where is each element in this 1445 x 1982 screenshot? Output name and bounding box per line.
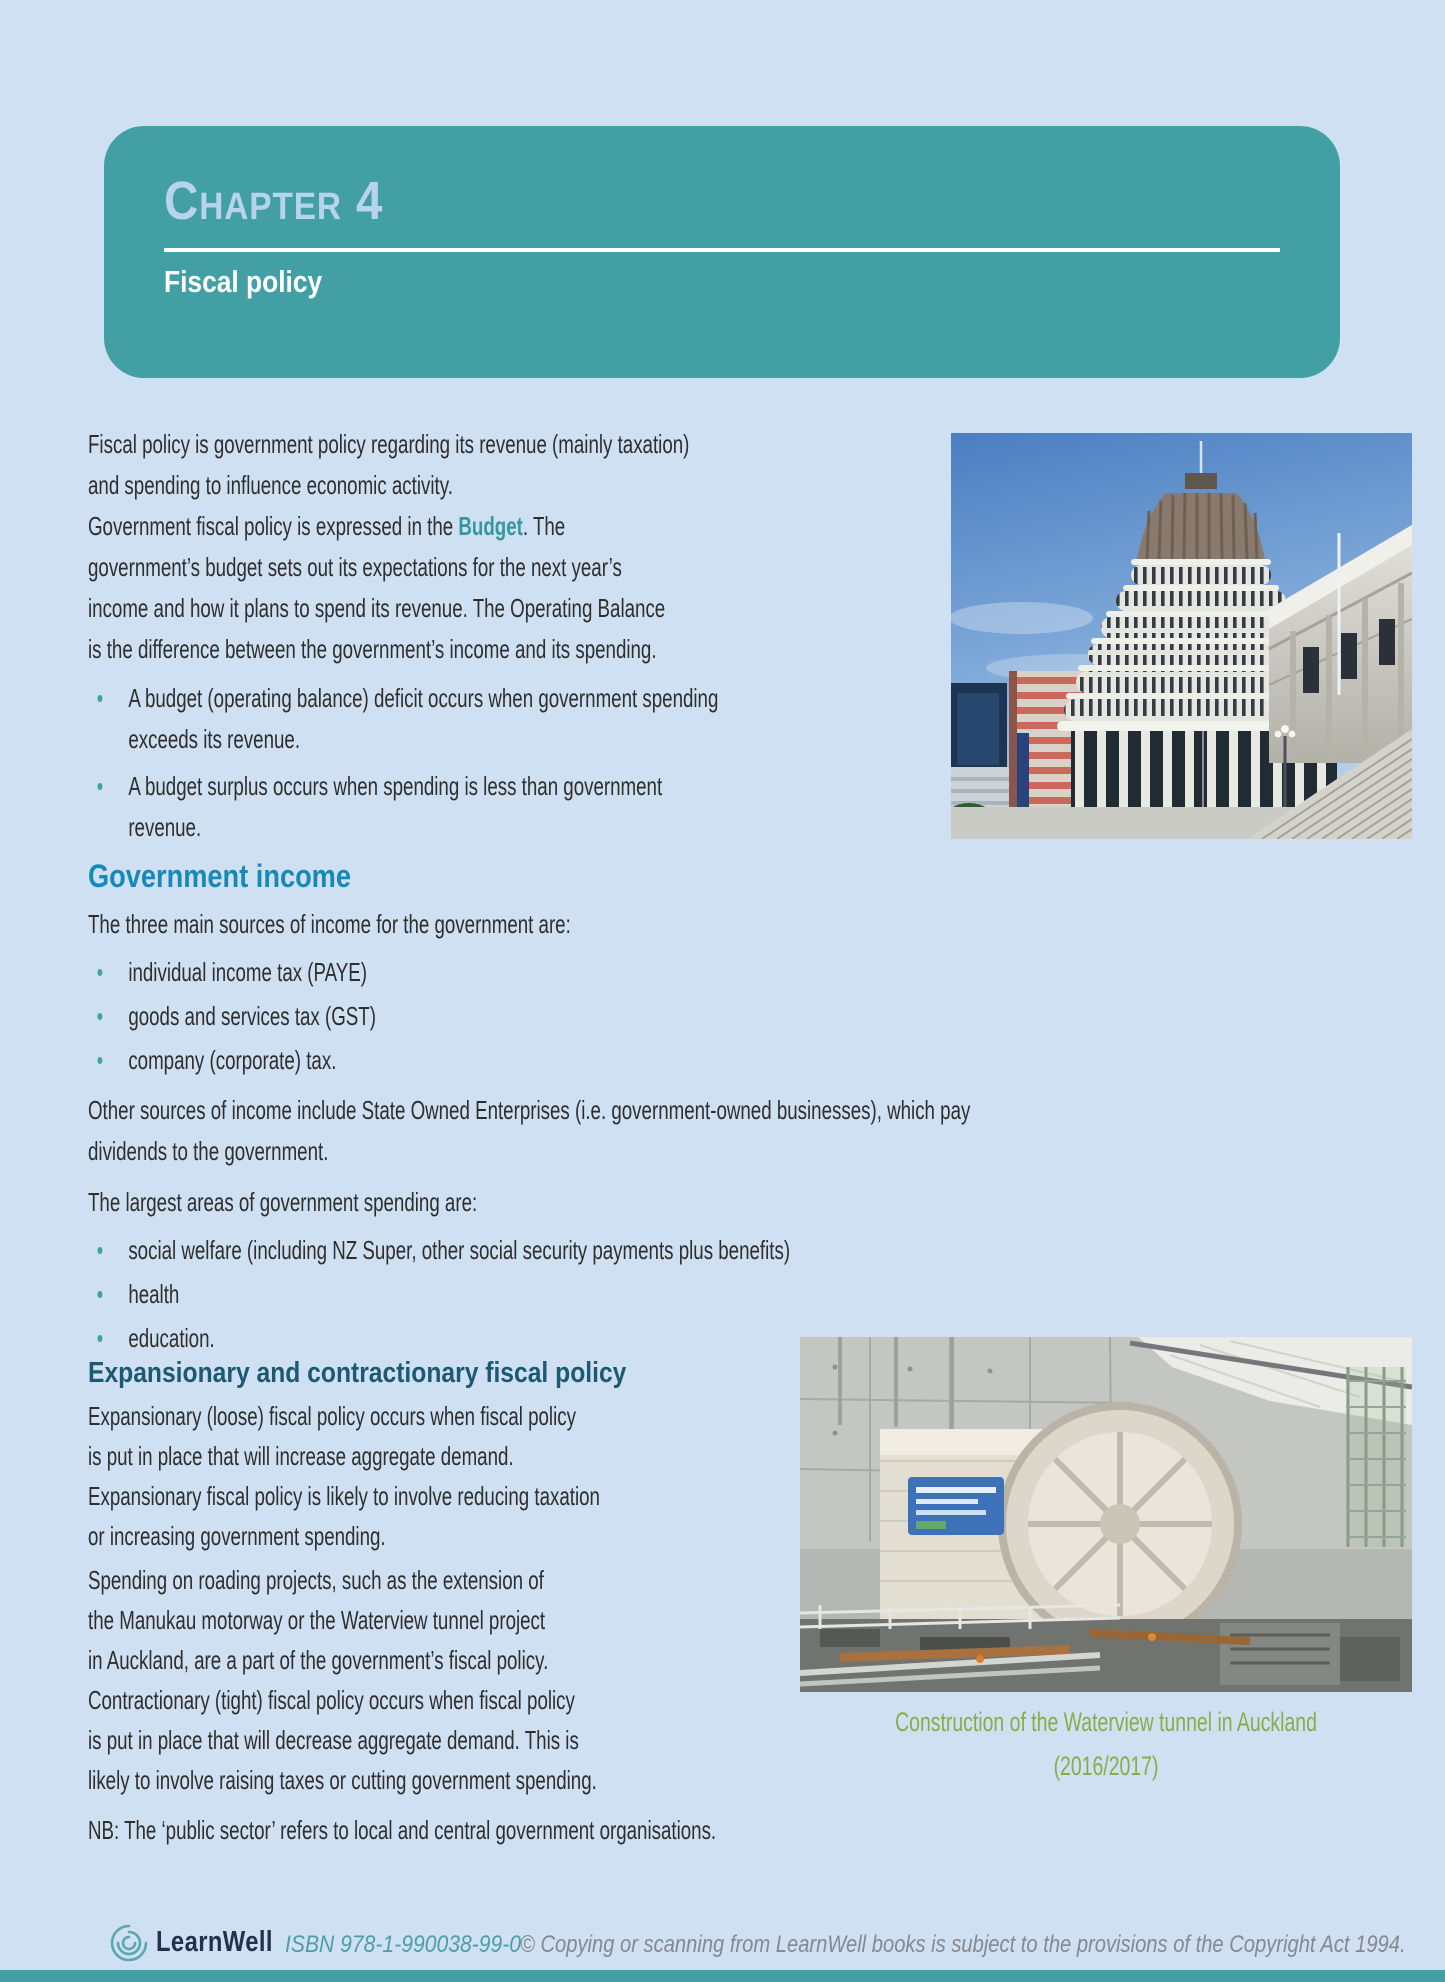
- list-item: [88, 950, 376, 994]
- copyright-text: © Copying or scanning from LearnWell books is subject to the provisions of the Copyright Act 1994.: [520, 1931, 1406, 1958]
- beehive-parliament-photo: [951, 433, 1412, 839]
- bottom-accent-strip: [0, 1970, 1445, 1982]
- intro-line: is the difference between the government’s income and its spending.: [88, 634, 657, 664]
- intro-paragraph: [88, 424, 689, 670]
- paragraph-line: in Auckland, are a part of the government’s fiscal policy.: [88, 1645, 549, 1675]
- list-item: [88, 766, 718, 848]
- chapter-label: Chapter 4: [164, 171, 384, 231]
- list-item: [88, 994, 376, 1038]
- paragraph-line: Contractionary (tight) fiscal policy occurs when fiscal policy: [88, 1685, 575, 1715]
- brand-wordmark: LearnWell: [156, 1926, 273, 1958]
- expansionary-paragraph-1: [88, 1396, 600, 1556]
- photo-caption: [800, 1700, 1412, 1788]
- intro-line: income and how it plans to spend its revenue. The Operating Balance: [88, 593, 666, 623]
- intro-bullet-list: [88, 678, 718, 848]
- bullet-icon: •: [96, 1323, 104, 1353]
- paragraph-line: Expansionary (loose) fiscal policy occurs when fiscal policy: [88, 1401, 576, 1431]
- list-item: [88, 1228, 790, 1272]
- paragraph-line: the Manukau motorway or the Waterview tunnel project: [88, 1605, 546, 1635]
- caption-line: Construction of the Waterview tunnel in Auckland: [895, 1707, 1317, 1737]
- intro-line-segment: Government fiscal policy is expressed in the: [88, 511, 459, 541]
- bullet-icon: •: [96, 957, 104, 987]
- bullet-icon: •: [96, 1001, 104, 1031]
- list-item-line: A budget surplus occurs when spending is less than government: [128, 771, 663, 801]
- bullet-icon: •: [96, 1045, 104, 1075]
- bullet-icon: •: [96, 683, 104, 713]
- list-item: [88, 678, 718, 760]
- list-item-text: health: [128, 1279, 180, 1309]
- list-item-text: company (corporate) tax.: [128, 1045, 337, 1075]
- gov-income-lead: The three main sources of income for the government are:: [88, 909, 571, 939]
- list-item-line: A budget (operating balance) deficit occurs when government spending: [128, 683, 719, 713]
- scaffolding: [1346, 1367, 1406, 1547]
- chapter-rule: [164, 248, 1280, 252]
- intro-line: and spending to influence economic activity.: [88, 470, 453, 500]
- list-item-text: social welfare (including NZ Super, other social security payments plus benefits): [128, 1235, 791, 1265]
- expansionary-paragraph-2: [88, 1560, 597, 1800]
- list-item-line: exceeds its revenue.: [128, 724, 301, 754]
- bullet-icon: •: [96, 771, 104, 801]
- paragraph-line: Spending on roading projects, such as the extension of: [88, 1565, 544, 1595]
- paragraph-line: dividends to the government.: [88, 1136, 329, 1166]
- waterview-tunnel-photo: [800, 1337, 1412, 1692]
- budget-term: Budget: [458, 511, 523, 541]
- page-title: Fiscal policy: [164, 264, 323, 299]
- intro-line: Fiscal policy is government policy regarding its revenue (mainly taxation): [88, 429, 690, 459]
- list-item-text: goods and services tax (GST): [128, 1001, 376, 1031]
- spending-list: [88, 1228, 790, 1360]
- intro-line-segment: . The: [522, 511, 566, 541]
- nb-note: NB: The ‘public sector’ refers to local and central government organisations.: [88, 1815, 717, 1845]
- other-sources-paragraph: [88, 1090, 970, 1172]
- paragraph-line: is put in place that will increase aggregate demand.: [88, 1441, 514, 1471]
- paragraph-line: or increasing government spending.: [88, 1521, 386, 1551]
- list-item-text: education.: [128, 1323, 215, 1353]
- paragraph-line: Other sources of income include State Owned Enterprises (i.e. government-owned businesses), which pay: [88, 1095, 971, 1125]
- bullet-icon: •: [96, 1235, 104, 1265]
- section-heading-expansionary: Expansionary and contractionary fiscal policy: [88, 1357, 627, 1389]
- learnwell-logo-icon: [108, 1922, 150, 1964]
- intro-line: [88, 506, 689, 547]
- isbn-text: ISBN 978-1-990038-99-0: [285, 1931, 521, 1958]
- list-item: [88, 1272, 790, 1316]
- bullet-icon: •: [96, 1279, 104, 1309]
- section-heading-government-income: Government income: [88, 858, 351, 894]
- paragraph-line: likely to involve raising taxes or cutting government spending.: [88, 1765, 597, 1795]
- paragraph-line: Expansionary fiscal policy is likely to involve reducing taxation: [88, 1481, 600, 1511]
- list-item-text: individual income tax (PAYE): [128, 957, 367, 987]
- list-item-line: revenue.: [128, 812, 202, 842]
- intro-line: government’s budget sets out its expectations for the next year’s: [88, 552, 622, 582]
- chapter-header-box: [104, 126, 1340, 378]
- spending-lead: The largest areas of government spending are:: [88, 1187, 478, 1217]
- gov-income-list: [88, 950, 376, 1082]
- list-item: [88, 1038, 376, 1082]
- paragraph-line: is put in place that will decrease aggregate demand. This is: [88, 1725, 579, 1755]
- caption-line: (2016/2017): [1053, 1751, 1159, 1781]
